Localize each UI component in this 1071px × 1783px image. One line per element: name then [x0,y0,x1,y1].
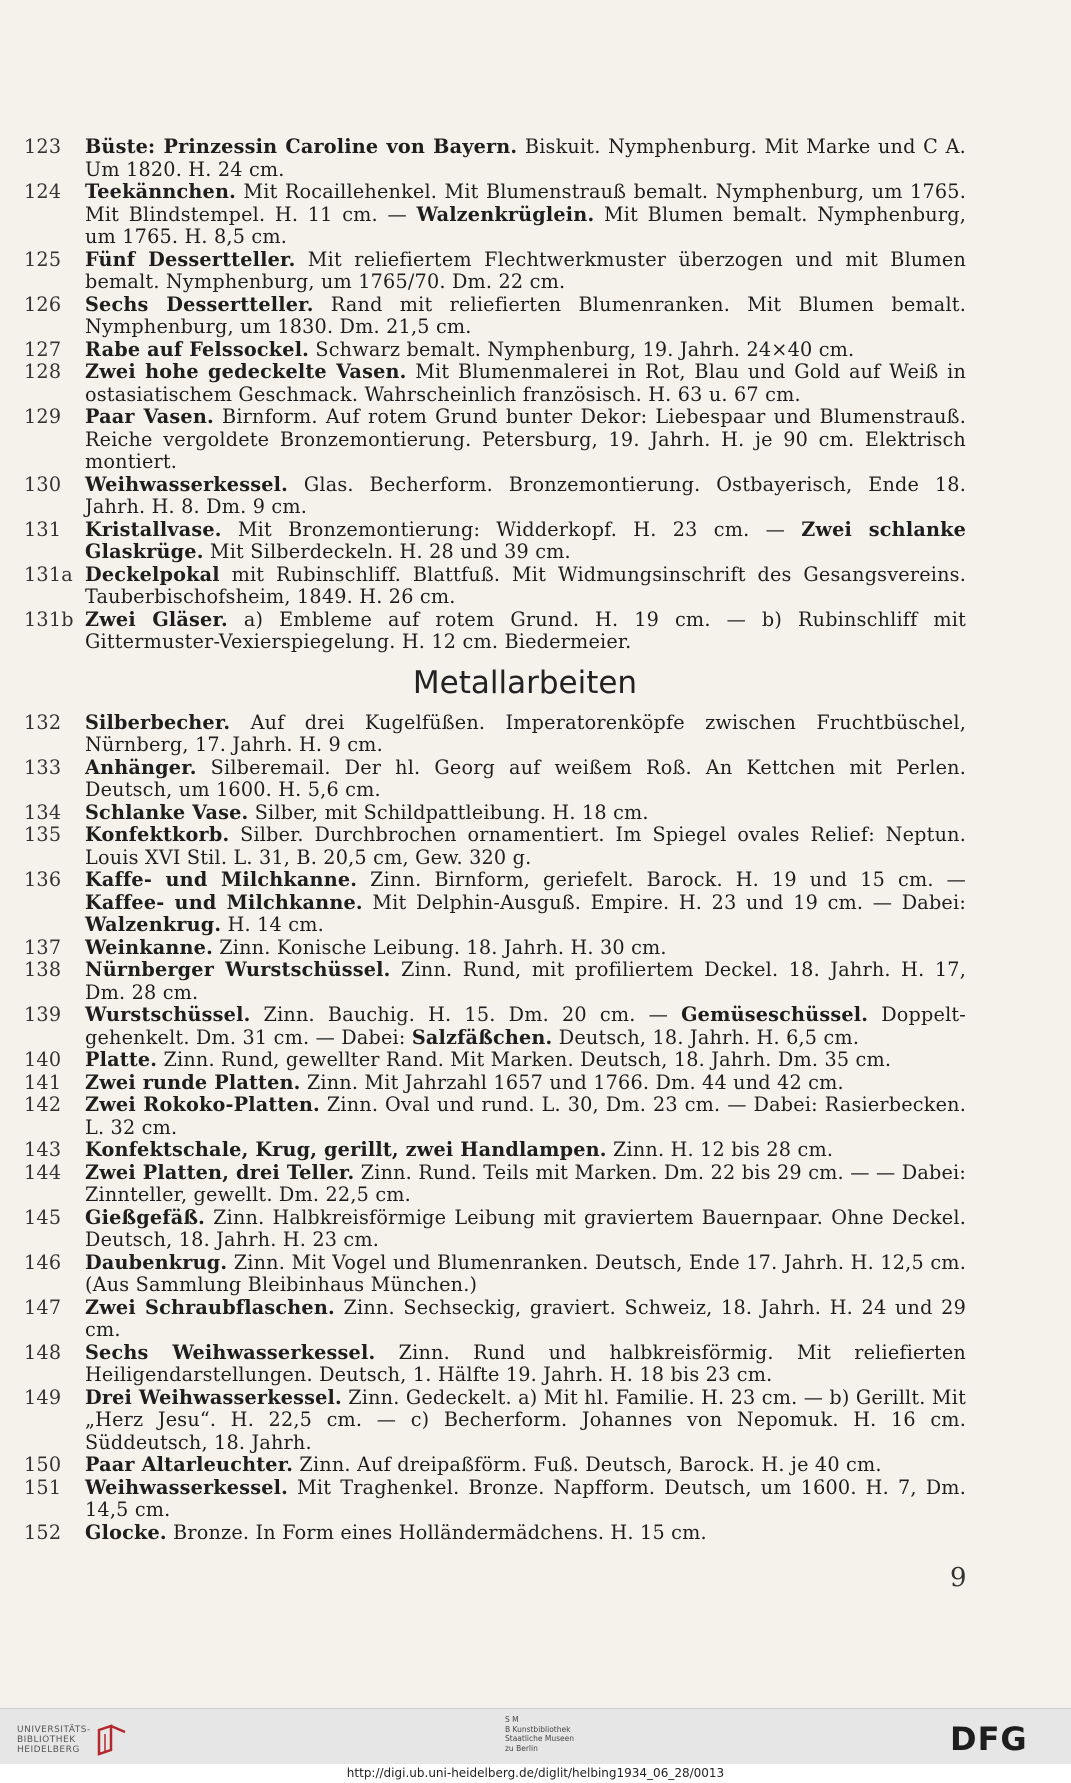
lot-title: Gießgefäß. [85,1205,206,1229]
lot-text: Silber. Durchbrochen ornamentiert. Im Spiegel ovales Relief: Neptun. Louis XVI Stil. L. 31, B. 20,5 cm, Gew. 320 g. [85,823,966,869]
lot-title: Konfektschale, Krug, gerillt, zwei Handlampen. [85,1138,607,1161]
lot-number: 128 [24,360,62,383]
catalog-entries-metal [24,712,966,1545]
lot-description [85,712,966,757]
lot-number: 124 [24,180,62,203]
lot-number: 147 [24,1295,62,1319]
lot-text: Zinn. Mit Vogel und Blumenranken. Deutsch, Ende 17. Jahrh. H. 12,5 cm. (Aus Sammlung Bleibinhaus München.) [85,1250,966,1296]
lot-number: 146 [24,1250,62,1274]
lot-text: Zinn. Rund und halbkreisförmig. Mit reliefierten Heiligendarstellungen. Deutsch, 1. Hälfte 19. Jahrh. H. 18 bis 23 cm. [85,1340,966,1386]
lot-title: Konfektkorb. [85,823,230,846]
lot-number: 149 [24,1385,62,1409]
lot-description [85,1297,966,1342]
lot-description [85,1387,966,1455]
lot-description [85,869,966,937]
lot-title: Paar Vasen. [85,405,214,428]
lot-text: Zinn. Halbkreisförmige Leibung mit graviertem Bauernpaar. Ohne Deckel. Deutsch, 18. Jahrh. H. 23 cm. [85,1205,966,1251]
lot-title: Zwei Platten, drei Teller. [85,1160,355,1184]
lot-number: 135 [24,823,62,846]
lot-text: Mit Bronzemontierung: Widderkopf. H. 23 cm. — [221,517,802,541]
lot-title: Drei Weihwasserkessel. [85,1385,342,1409]
lot-number: 126 [24,292,62,316]
catalog-entry [24,1207,966,1252]
lot-title: Zwei Gläser. [85,607,228,631]
catalog-entry [24,1139,966,1162]
lot-title: Daubenkrug. [85,1250,228,1274]
catalog-entry [24,1297,966,1342]
lot-number: 145 [24,1205,62,1229]
lot-title: Schlanke Vase. [85,800,249,824]
catalog-entry [24,361,966,406]
lot-text: Glas. Becherform. Bronzemontierung. Ostbayerisch, Ende 18. Jahrh. H. 8. Dm. 9 cm. [85,472,966,518]
lot-title: Teekännchen. [85,180,236,203]
lot-text: Doppelt-gehenkelt. Dm. 31 cm. — Dabei: [85,1003,966,1049]
catalog-entry [24,1094,966,1139]
lot-number: 152 [24,1520,62,1544]
lot-text: Auf drei Kugelfüßen. Imperatorenköpfe zwischen Fruchtbüschel, Nürnberg, 17. Jahrh. H. 9 cm. [85,710,966,756]
lot-title: Zwei runde Platten. [85,1070,301,1094]
lot-number: 125 [24,247,62,271]
lot-text: mit Rubinschliff. Blattfuß. Mit Widmungsinschrift des Gesangsvereins. Tauberbischofsheim, 1849. H. 26 cm. [85,562,966,608]
catalog-entry [24,249,966,294]
lot-number: 133 [24,755,62,779]
lot-text: Mit Traghenkel. Bronze. Napfform. Deutsch, um 1600. H. 7, Dm. 14,5 cm. [85,1475,966,1521]
lot-description [85,1477,966,1522]
ub-line-1: UNIVERSITÄTS- [17,1725,91,1735]
lot-number: 127 [24,337,62,361]
lot-title: Zwei Schraubflaschen. [85,1295,335,1319]
source-url[interactable]: http://digi.ub.uni-heidelberg.de/diglit/helbing1934_06_28/0013 [0,1764,1071,1783]
lot-text: Schwarz bemalt. Nymphenburg, 19. Jahrh. 24×40 cm. [309,337,855,361]
lot-text: Mit Rocaillehenkel. Mit Blumenstrauß bemalt. Nymphenburg, um 1765. Mit Blindstempel. H. 11 cm. — [85,180,966,226]
lot-title: Kaffee- und Milchkanne. [85,890,363,914]
lot-title: Platte. [85,1048,158,1071]
lot-title: Wurstschüssel. [85,1003,251,1026]
lot-description [85,1252,966,1297]
lot-text: Birnform. Auf rotem Grund bunter Dekor: Liebespaar und Blumenstrauß. Reiche vergoldete Bronzemontierung. Petersburg, 19. Jahrh. H. je 90 cm. Elektrisch montiert. [85,405,966,473]
lot-title: Kaffe- und Milchkanne. [85,868,358,891]
catalog-entry [24,339,966,362]
catalog-entry [24,1004,966,1049]
catalog-entry [24,519,966,564]
lot-number: 137 [24,935,62,959]
catalog-entry [24,474,966,519]
catalog-entry [24,1387,966,1455]
lot-description [85,1049,966,1072]
lot-title: Walzenkrug. [85,913,222,936]
lot-description [85,1522,966,1545]
lot-description [85,1139,966,1162]
catalog-entry [24,294,966,339]
catalog-entry [24,712,966,757]
lot-number: 144 [24,1160,62,1184]
lot-text: Zinn. Rund. Teils mit Marken. Dm. 22 bis 29 cm. — — Dabei: Zinnteller, gewellt. Dm. 22,5 cm. [85,1160,967,1206]
lot-text: Zinn. Birnform, geriefelt. Barock. H. 19 und 15 cm. — [357,868,966,891]
ub-line-3: HEIDELBERG [17,1745,80,1755]
lot-number: 130 [24,472,62,496]
lot-text: Zinn. Rund, mit profiliertem Deckel. 18. Jahrh. H. 17, Dm. 28 cm. [85,958,966,1004]
catalog-entry [24,937,966,960]
catalog-entry [24,1342,966,1387]
catalog-entry [24,1162,966,1207]
lot-title: Fünf Dessertteller. [85,247,296,271]
lot-number: 138 [24,958,62,981]
catalog-entry [24,1522,966,1545]
lot-description [85,757,966,802]
lot-text: Zinn. Gedeckelt. a) Mit hl. Familie. H. 23 cm. — b) Gerillt. Mit „Herz Jesu“. H. 22,5 cm. — c) Becherform. Johannes von Nepomuk. H. 16 cm. Süddeutsch, 18. Jahrh. [85,1385,966,1454]
page-number: 9 [950,1563,967,1593]
lot-text: Deutsch, 18. Jahrh. H. 6,5 cm. [552,1025,860,1049]
catalog-entry [24,136,966,181]
digitization-footer [0,1708,1071,1764]
lot-text: Mit Blumen bemalt. Nymphenburg, um 1765. H. 8,5 cm. [85,202,966,248]
lot-text: Zinn. H. 12 bis 28 cm. [606,1138,834,1161]
ub-heidelberg-logo-icon[interactable] [97,1724,127,1756]
lot-description [85,249,966,294]
lot-text: Zinn. Bauchig. H. 15. Dm. 20 cm. — [250,1003,682,1026]
lot-title: Gemüseschüssel. [681,1003,869,1026]
lot-text: Mit Silberdeckeln. H. 28 und 39 cm. [203,540,571,563]
lot-text: Zinn. Auf dreipaßförm. Fuß. Deutsch, Barock. H. je 40 cm. [293,1453,882,1476]
lot-description [85,1454,966,1477]
lot-title: Zwei Rokoko-Platten. [85,1093,320,1116]
lot-text: Zinn. Mit Jahrzahl 1657 und 1766. Dm. 44 und 42 cm. [300,1070,844,1094]
lot-text: Zinn. Sechseckig, graviert. Schweiz, 18. Jahrh. H. 24 und 29 cm. [85,1295,966,1341]
lot-title: Weihwasserkessel. [85,1475,288,1499]
lot-description [85,824,966,869]
lot-text: a) Embleme auf rotem Grund. H. 19 cm. — b) Rubinschliff mit Gittermuster-Vexierspiegelung. H. 12 cm. Biedermeier. [85,607,966,653]
lot-title: Walzenkrüglein. [416,202,595,226]
lot-number: 134 [24,800,62,824]
lot-text: Silberemail. Der hl. Georg auf weißem Roß. An Kettchen mit Perlen. Deutsch, um 1600. H. 5,6 cm. [85,755,966,801]
lot-text: Mit reliefiertem Flechtwerkmuster überzogen und mit Blumen bemalt. Nymphenburg, um 1765/70. Dm. 22 cm. [85,247,966,293]
lot-description [85,181,966,249]
lot-title: Salzfäßchen. [411,1025,553,1049]
catalog-entry [24,181,966,249]
lot-title: Glocke. [85,1520,167,1544]
lot-description [85,802,966,825]
lot-number: 131b [24,607,74,631]
catalog-entry [24,1252,966,1297]
lot-title: Anhänger. [85,755,197,779]
lot-description [85,1094,966,1139]
ub-line-2: BIBLIOTHEK [17,1735,76,1745]
lot-text: Zinn. Rund, gewellter Rand. Mit Marken. Deutsch, 18. Jahrh. Dm. 35 cm. [157,1048,892,1071]
catalog-entry [24,1072,966,1095]
lot-title: Sechs Dessertteller. [85,292,314,316]
lot-text: H. 14 cm. [221,913,324,936]
lot-title: Kristallvase. [85,517,222,541]
lot-description [85,361,966,406]
lot-text: Rand mit reliefierten Blumenranken. Mit Blumen bemalt. Nymphenburg, um 1830. Dm. 21,5 cm. [85,292,966,338]
lot-number: 132 [24,710,62,734]
lot-title: Büste: Prinzessin Caroline von Bayern. [85,135,518,158]
lot-description [85,339,966,362]
lot-number: 136 [24,868,62,891]
catalog-entries-porcelain-glass [24,136,966,654]
lot-number: 131a [24,562,73,586]
dfg-logo[interactable]: DFG [950,1720,1028,1758]
lot-description [85,519,966,564]
ub-heidelberg-logo-text[interactable] [17,1725,91,1755]
lot-text: Silber, mit Schildpattleibung. H. 18 cm. [248,800,649,824]
lot-title: Zwei schlanke Glaskrüge. [85,517,966,563]
lot-description [85,1004,966,1049]
lot-description [85,474,966,519]
catalog-entry [24,869,966,937]
lot-description [85,136,966,181]
lot-text: Mit Delphin-Ausguß. Empire. H. 23 und 19 cm. — Dabei: [362,890,966,914]
lot-text: Biskuit. Nymphenburg. Mit Marke und C A. Um 1820. H. 24 cm. [85,135,966,181]
catalog-entry [24,1454,966,1477]
section-heading: Metallarbeiten [412,664,638,701]
lot-number: 139 [24,1003,62,1026]
lot-title: Deckelpokal [85,562,220,586]
catalog-list [24,136,966,1544]
catalog-entry [24,757,966,802]
stamp-line-3: Staatliche Museen [505,1734,574,1743]
lot-text: Zinn. Oval und rund. L. 30, Dm. 23 cm. — Dabei: Rasierbecken. L. 32 cm. [85,1093,966,1139]
lot-number: 150 [24,1453,62,1476]
kunstbibliothek-stamp [505,1715,574,1753]
lot-title: Nürnberger Wurstschüssel. [85,958,391,981]
lot-description [85,1342,966,1387]
lot-text: Zinn. Konische Leibung. 18. Jahrh. H. 30 cm. [212,935,667,959]
lot-description [85,564,966,609]
lot-number: 141 [24,1070,62,1094]
lot-description [85,937,966,960]
lot-number: 151 [24,1475,62,1499]
lot-number: 148 [24,1340,62,1364]
stamp-line-1: S M [505,1715,519,1724]
lot-title: Rabe auf Felssockel. [85,337,310,361]
catalog-entry [24,609,966,654]
catalog-entry [24,824,966,869]
lot-description [85,609,966,654]
lot-number: 131 [24,517,62,541]
lot-description [85,406,966,474]
lot-number: 140 [24,1048,62,1071]
lot-description [85,294,966,339]
catalog-entry [24,406,966,474]
lot-title: Weihwasserkessel. [85,472,288,496]
lot-number: 123 [24,135,62,158]
lot-title: Zwei hohe gedeckelte Vasen. [85,360,407,383]
catalog-entry [24,802,966,825]
lot-number: 143 [24,1138,62,1161]
stamp-line-4: zu Berlin [505,1743,538,1753]
stamp-line-2: B Kunstbibliothek [505,1724,571,1734]
lot-title: Silberbecher. [85,710,231,734]
lot-title: Paar Altarleuchter. [85,1453,294,1476]
lot-description [85,1072,966,1095]
lot-number: 129 [24,405,62,428]
lot-text: Mit Blumenmalerei in Rot, Blau und Gold auf Weiß in ostasiatischem Geschmack. Wahrscheinlich französisch. H. 63 u. 67 cm. [85,360,967,406]
lot-description [85,959,966,1004]
catalog-entry [24,1049,966,1072]
lot-text: Bronze. In Form eines Holländermädchens. H. 15 cm. [166,1520,707,1544]
catalog-entry [24,1477,966,1522]
lot-number: 142 [24,1093,62,1116]
catalog-entry [24,959,966,1004]
catalog-entry [24,564,966,609]
lot-title: Sechs Weihwasserkessel. [85,1340,376,1364]
lot-title: Weinkanne. [85,935,213,959]
lot-description [85,1207,966,1252]
lot-description [85,1162,966,1207]
